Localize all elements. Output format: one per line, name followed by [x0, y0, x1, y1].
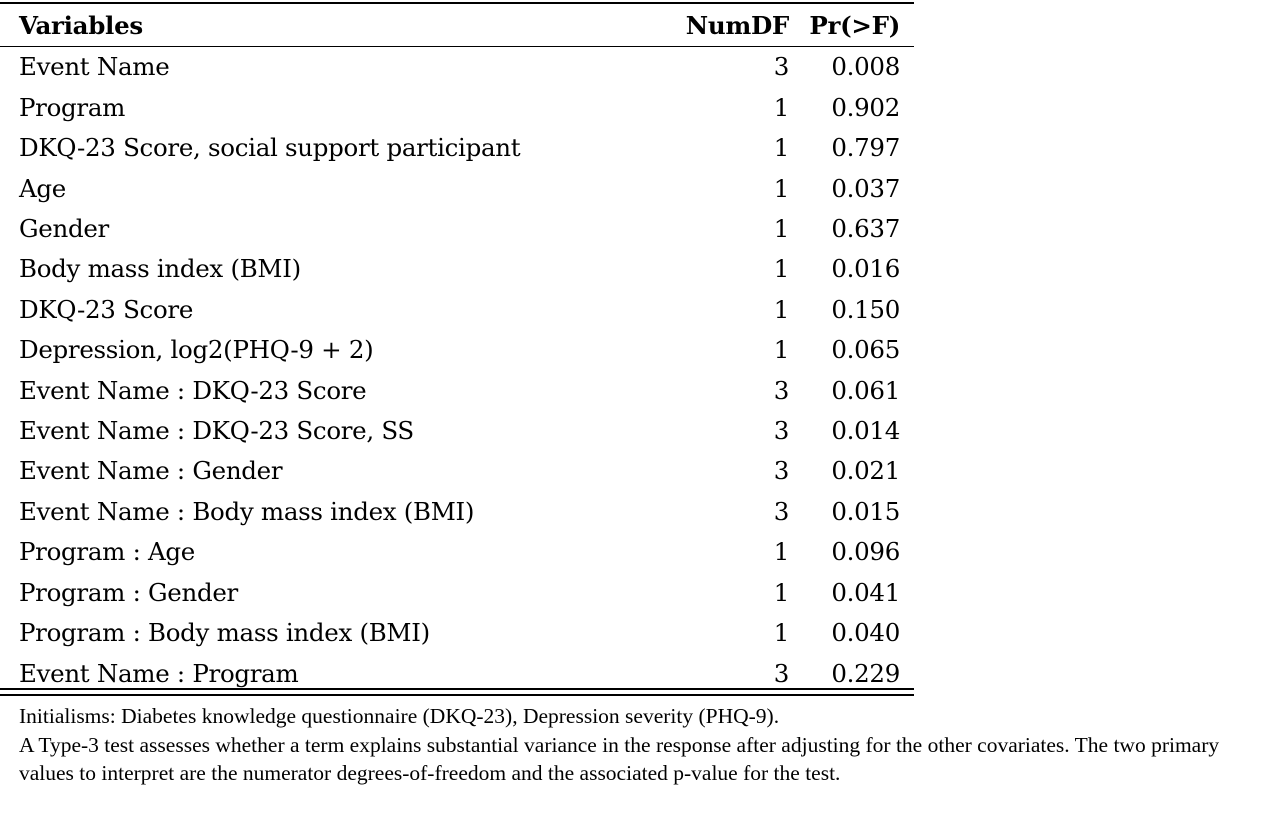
- row-numdf-cell: 1: [773, 133, 789, 163]
- row-variable-cell: Program : Age: [19, 537, 195, 567]
- table-row: [0, 371, 914, 411]
- row-pvalue-cell: 0.061: [831, 375, 900, 405]
- table-row: [0, 169, 914, 209]
- table-top-rule: [0, 2, 914, 4]
- row-pvalue-cell: 0.096: [831, 537, 900, 567]
- table-body: [0, 47, 914, 694]
- table-row: [0, 209, 914, 249]
- table-row: [0, 88, 914, 128]
- row-numdf-cell: 3: [773, 496, 789, 526]
- row-pvalue-cell: 0.015: [831, 496, 900, 526]
- table-row: [0, 47, 914, 88]
- table-row: [0, 290, 914, 330]
- row-variable-cell: DKQ-23 Score: [19, 294, 194, 324]
- row-pvalue-cell: 0.041: [831, 577, 900, 607]
- table-row: [0, 411, 914, 451]
- table-bottom-double-rule: [0, 688, 914, 696]
- table-header-row: [0, 6, 914, 47]
- row-variable-cell: Body mass index (BMI): [19, 254, 301, 284]
- row-pvalue-cell: 0.037: [831, 173, 900, 203]
- table-row: [0, 249, 914, 289]
- row-numdf-cell: 3: [773, 456, 789, 486]
- table-row: [0, 492, 914, 532]
- row-variable-cell: Gender: [19, 214, 109, 244]
- row-pvalue-cell: 0.637: [831, 214, 900, 244]
- row-numdf-cell: 1: [773, 577, 789, 607]
- row-variable-cell: Program : Gender: [19, 577, 238, 607]
- row-pvalue-cell: 0.902: [831, 92, 900, 122]
- row-variable-cell: Age: [19, 173, 66, 203]
- row-pvalue-cell: 0.797: [831, 133, 900, 163]
- row-numdf-cell: 1: [773, 92, 789, 122]
- row-numdf-cell: 1: [773, 214, 789, 244]
- table-footnotes: [19, 702, 1269, 788]
- row-pvalue-cell: 0.150: [831, 294, 900, 324]
- row-variable-cell: Event Name : DKQ-23 Score: [19, 375, 367, 405]
- row-pvalue-cell: 0.040: [831, 618, 900, 648]
- row-numdf-cell: 1: [773, 335, 789, 365]
- row-pvalue-cell: 0.065: [831, 335, 900, 365]
- row-numdf-cell: 3: [773, 416, 789, 446]
- table-row: [0, 330, 914, 370]
- row-variable-cell: Event Name : DKQ-23 Score, SS: [19, 416, 414, 446]
- row-pvalue-cell: 0.021: [831, 456, 900, 486]
- row-numdf-cell: 3: [773, 375, 789, 405]
- row-pvalue-cell: 0.016: [831, 254, 900, 284]
- row-numdf-cell: 1: [773, 294, 789, 324]
- row-numdf-cell: 1: [773, 173, 789, 203]
- row-variable-cell: Program: [19, 92, 126, 122]
- row-variable-cell: Event Name : Gender: [19, 456, 283, 486]
- row-variable-cell: Event Name: [19, 52, 170, 82]
- row-variable-cell: Depression, log2(PHQ-9 + 2): [19, 335, 374, 365]
- header-pvalue: Pr(>F): [789, 6, 914, 47]
- header-variables: Variables: [0, 6, 619, 47]
- table-row: [0, 573, 914, 613]
- row-variable-cell: Program : Body mass index (BMI): [19, 618, 430, 648]
- row-numdf-cell: 1: [773, 254, 789, 284]
- row-numdf-cell: 1: [773, 537, 789, 567]
- row-pvalue-cell: 0.229: [831, 658, 900, 688]
- row-pvalue-cell: 0.014: [831, 416, 900, 446]
- footnote-initialisms: Initialisms: Diabetes knowledge questionnaire (DKQ-23), Depression severity (PHQ-9).: [19, 704, 780, 728]
- row-numdf-cell: 1: [773, 618, 789, 648]
- row-numdf-cell: 3: [773, 52, 789, 82]
- footnote-explanation: A Type-3 test assesses whether a term explains substantial variance in the response after adjusting for the other covariates. The two primary values to interpret are the numerator degrees-of-freedom and the associated p-value for the test.: [19, 732, 1220, 785]
- table-row: [0, 451, 914, 491]
- row-numdf-cell: 3: [773, 658, 789, 688]
- header-numdf: NumDF: [619, 6, 789, 47]
- table-row: [0, 613, 914, 653]
- row-variable-cell: Event Name : Program: [19, 658, 299, 688]
- table-row: [0, 532, 914, 572]
- table-row: [0, 128, 914, 168]
- row-variable-cell: DKQ-23 Score, social support participant: [19, 133, 521, 163]
- type3-test-table: [0, 6, 914, 694]
- row-pvalue-cell: 0.008: [831, 52, 900, 82]
- row-variable-cell: Event Name : Body mass index (BMI): [19, 496, 475, 526]
